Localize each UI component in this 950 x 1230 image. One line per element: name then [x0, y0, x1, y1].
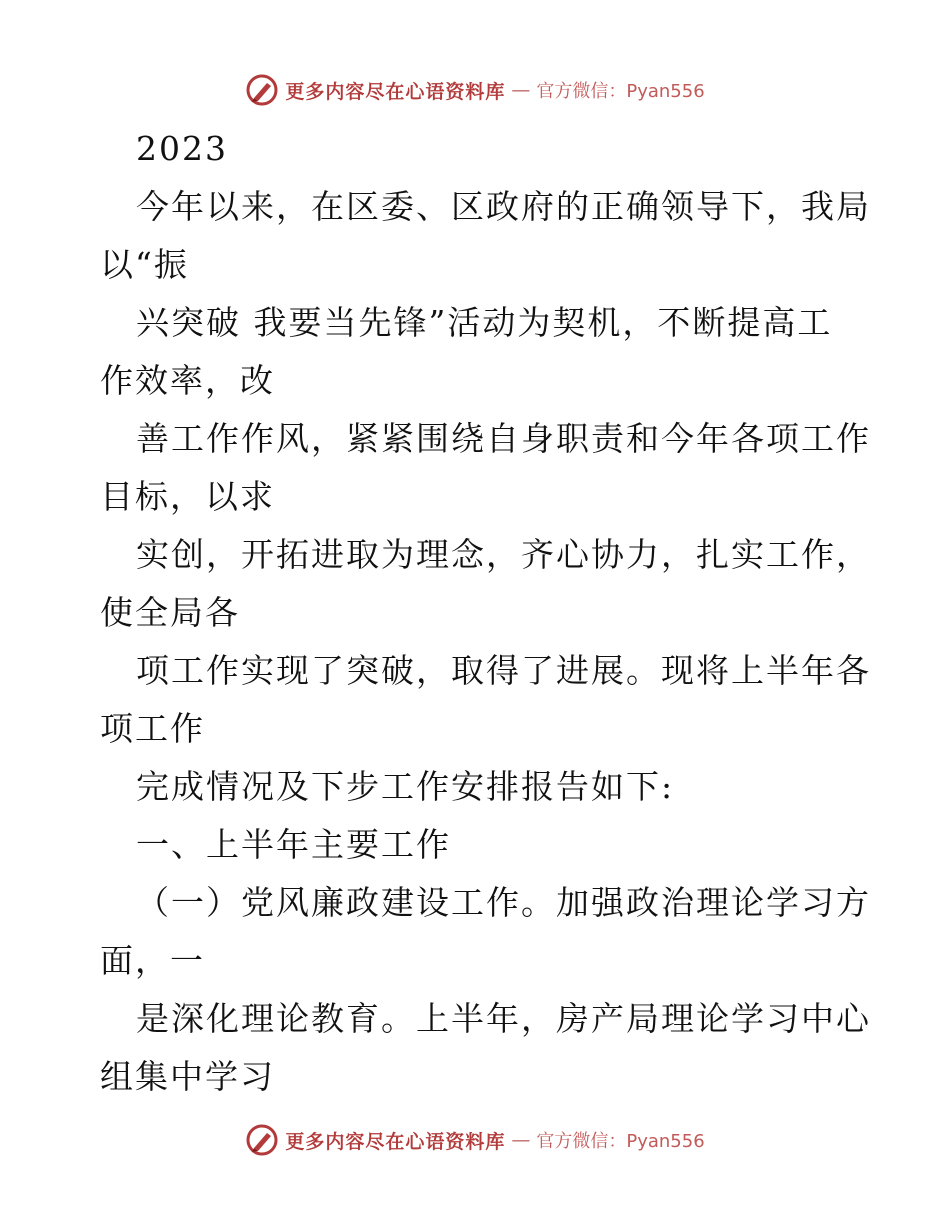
banner-separator: — — [511, 79, 531, 101]
document-body — [100, 120, 871, 1106]
doc-line: 兴突破 我要当先锋”活动为契机，不断提高工 — [136, 303, 833, 342]
doc-line: 项工作 — [100, 709, 205, 748]
banner-brand-text: 更多内容尽在心语资料库 — [285, 80, 506, 103]
section-heading: 一、上半年主要工作 — [136, 825, 451, 864]
banner-brand-text: 更多内容尽在心语资料库 — [285, 1130, 506, 1153]
pen-logo-icon — [245, 73, 279, 107]
pen-logo-icon — [245, 1123, 279, 1157]
doc-line: 项工作实现了突破，取得了进展。现将上半年各 — [136, 651, 871, 690]
doc-line: 2023 — [136, 129, 228, 168]
doc-line: 是深化理论教育。上半年，房产局理论学习中心 — [136, 999, 871, 1038]
doc-line: 实创，开拓进取为理念，齐心协力，扎实工作， — [136, 535, 871, 574]
doc-line: 今年以来，在区委、区政府的正确领导下，我局 — [136, 187, 871, 226]
doc-line: 善工作作风，紧紧围绕自身职责和今年各项工作 — [136, 419, 871, 458]
header-watermark-banner — [0, 70, 950, 110]
doc-line: 面，一 — [100, 941, 205, 980]
doc-line: 以“振 — [100, 245, 189, 284]
doc-line: 作效率，改 — [100, 361, 275, 400]
doc-line: 目标，以求 — [100, 477, 275, 516]
doc-line: （一）党风廉政建设工作。加强政治理论学习方 — [136, 883, 871, 922]
footer-watermark-banner — [0, 1120, 950, 1160]
doc-line: 使全局各 — [100, 593, 240, 632]
doc-line: 完成情况及下步工作安排报告如下: — [136, 767, 675, 806]
banner-contact-text: 官方微信：Pyan556 — [536, 1131, 705, 1152]
banner-contact-text: 官方微信：Pyan556 — [536, 81, 705, 102]
doc-line: 组集中学习 — [100, 1057, 275, 1096]
banner-separator: — — [511, 1129, 531, 1151]
